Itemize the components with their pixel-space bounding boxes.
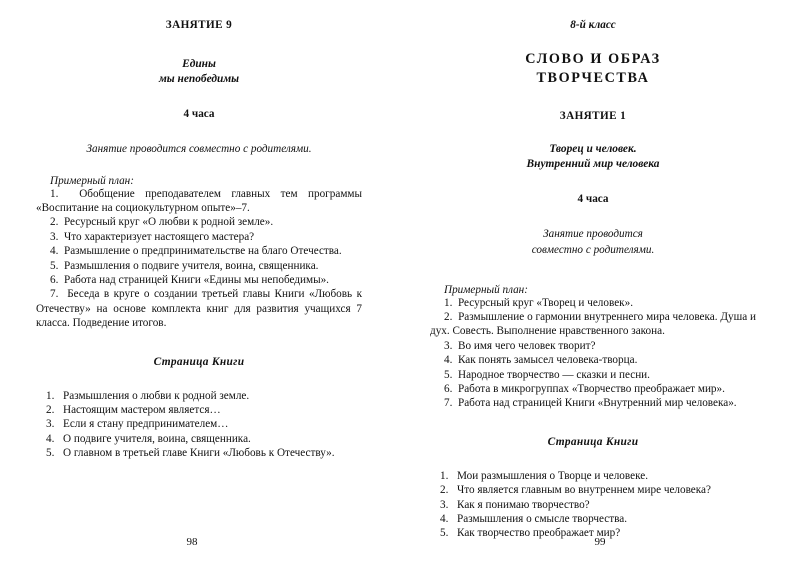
list-item (440, 498, 756, 512)
list-item (46, 417, 362, 431)
list-item-number: 7. (444, 397, 453, 410)
spacer (36, 120, 362, 142)
list-item-number: 5. (444, 368, 453, 381)
list-item-text: Размышление о гармонии внутреннего мира человека. Душа и дух. Совесть. Выполнение нравственного закона. (430, 311, 757, 338)
list-item-number: 5. (50, 259, 59, 272)
spacer (430, 173, 756, 193)
list-item-text: Во имя чего человек творит? (457, 339, 596, 352)
left-hours: 4 часа (183, 107, 215, 120)
list-item-number: 3. (50, 230, 59, 243)
right-hours: 4 часа (577, 192, 609, 205)
right-page-number: 99 (594, 536, 606, 548)
list-item-text: Беседа в круге о создании третьей главы Книги «Любовь к Отечеству» на основе комплекта книг для развития учащихся 7 класса. Подведение итогов. (36, 288, 363, 330)
spacer (430, 31, 756, 50)
spacer (36, 88, 362, 108)
list-item-number: 5. (440, 527, 449, 540)
right-subtitle-line2: Внутренний мир человека (526, 158, 660, 171)
list-item-text: О подвиге учителя, воина, священника. (63, 432, 251, 445)
list-item (440, 469, 756, 483)
list-item (430, 296, 756, 310)
list-item-text: Настоящим мастером является… (63, 403, 221, 416)
left-page-content (36, 0, 362, 566)
spacer (430, 411, 756, 436)
list-item (36, 287, 362, 330)
list-item-text: Размышление о предпринимательстве на благо Отечества. (63, 245, 342, 258)
list-item-text: О главном в третьей главе Книги «Любовь к Отечеству». (63, 447, 335, 460)
right-book-title-line1: СЛОВО И ОБРАЗ (525, 51, 661, 67)
right-lesson-heading: ЗАНЯТИЕ 1 (559, 110, 627, 123)
spacer (36, 158, 362, 175)
right-plan-label: Примерный план: (444, 283, 528, 296)
list-item-text: Как понять замысел человека-творца. (457, 354, 638, 367)
list-item (36, 230, 362, 244)
left-plan-list (36, 187, 362, 331)
left-lesson-heading: ЗАНЯТИЕ 9 (165, 19, 233, 31)
list-item-number: 5. (46, 447, 55, 460)
list-item-number: 1. (50, 187, 59, 200)
spacer (36, 31, 362, 57)
right-page (400, 0, 800, 566)
list-item-text: Размышления о смысле творчества. (457, 512, 628, 525)
list-item (36, 273, 362, 287)
list-item-number: 1. (46, 389, 55, 402)
spacer (430, 205, 756, 227)
list-item (430, 353, 756, 367)
list-item (440, 483, 756, 497)
list-item (46, 403, 362, 417)
list-item (46, 446, 362, 460)
list-item (440, 512, 756, 526)
spacer (430, 122, 756, 142)
spacer (36, 0, 362, 19)
right-grade-label: 8-й класс (570, 19, 616, 31)
list-item (36, 259, 362, 273)
right-joint-note-line2: совместно с родителями. (531, 243, 655, 256)
list-item-number: 3. (440, 498, 449, 511)
list-item-text: Если я стану предпринимателем… (63, 418, 229, 431)
list-item (36, 187, 362, 216)
list-item-number: 1. (440, 469, 449, 482)
left-book-page-list (46, 389, 362, 461)
list-item-number: 4. (50, 245, 59, 258)
list-item (430, 310, 756, 339)
list-item-text: Как я понимаю творчество? (457, 498, 590, 511)
list-item-number: 4. (444, 354, 453, 367)
list-item (46, 389, 362, 403)
list-item-number: 6. (50, 274, 59, 287)
list-item-text: Работа над страницей Книги «Едины мы непобедимы». (63, 274, 329, 287)
right-plan-list (430, 296, 756, 411)
list-item-number: 3. (444, 339, 453, 352)
left-subtitle-line2: мы непобедимы (158, 73, 240, 86)
list-item-number: 3. (46, 418, 55, 431)
list-item-number: 2. (444, 311, 453, 324)
right-book-page-list (440, 469, 756, 541)
right-joint-note-line1: Занятие проводится (543, 227, 643, 240)
list-item-text: Ресурсный круг «Творец и человек». (457, 296, 633, 309)
list-item-text: Размышления о любви к родной земле. (63, 389, 250, 402)
list-item-text: Мои размышления о Творце и человеке. (457, 469, 649, 482)
spacer (430, 0, 756, 19)
left-subtitle-line1: Едины (182, 58, 216, 70)
list-item (46, 432, 362, 446)
list-item (430, 368, 756, 382)
list-item-text: Как творчество преображает мир? (457, 527, 621, 540)
list-item-text: Размышления о подвиге учителя, воина, священника. (63, 259, 319, 272)
left-page-number: 98 (186, 536, 198, 548)
spacer (36, 368, 362, 389)
spacer (36, 331, 362, 356)
right-book-title-line2: ТВОРЧЕСТВА (536, 70, 650, 87)
spacer (430, 259, 756, 284)
list-item-number: 2. (46, 403, 55, 416)
list-item (430, 339, 756, 353)
list-item-number: 2. (50, 216, 59, 229)
list-item (36, 215, 362, 229)
list-item-number: 7. (50, 288, 59, 301)
list-item-number: 6. (444, 383, 453, 395)
list-item-text: Работа над страницей Книги «Внутренний мир человека». (457, 397, 737, 410)
spacer (430, 448, 756, 469)
list-item-number: 4. (440, 512, 449, 525)
list-item-text: Что характеризует настоящего мастера? (63, 230, 255, 243)
list-item-text: Обобщение преподавателем главных тем программы «Воспитание на социокультурном опыте»–7. (36, 187, 362, 215)
right-subtitle-line1: Творец и человек. (549, 143, 637, 156)
list-item-text: Работа в микрогруппах «Творчество преображает мир». (457, 383, 725, 395)
spacer (430, 88, 756, 110)
list-item (36, 244, 362, 258)
right-page-content (430, 0, 756, 566)
list-item-text: Народное творчество — сказки и песни. (457, 368, 650, 381)
list-item (430, 382, 756, 396)
list-item-number: 1. (444, 296, 453, 309)
right-book-page-label: Страница Книги (547, 435, 639, 448)
list-item (430, 396, 756, 410)
list-item-text: Что является главным во внутреннем мире человека? (457, 484, 711, 497)
left-joint-note: Занятие проводится совместно с родителями. (86, 142, 312, 155)
list-item-text: Ресурсный круг «О любви к родной земле». (63, 216, 274, 229)
left-plan-label: Примерный план: (50, 174, 134, 187)
list-item-number: 2. (440, 484, 449, 497)
left-book-page-label: Страница Книги (153, 355, 245, 368)
list-item-number: 4. (46, 432, 55, 445)
